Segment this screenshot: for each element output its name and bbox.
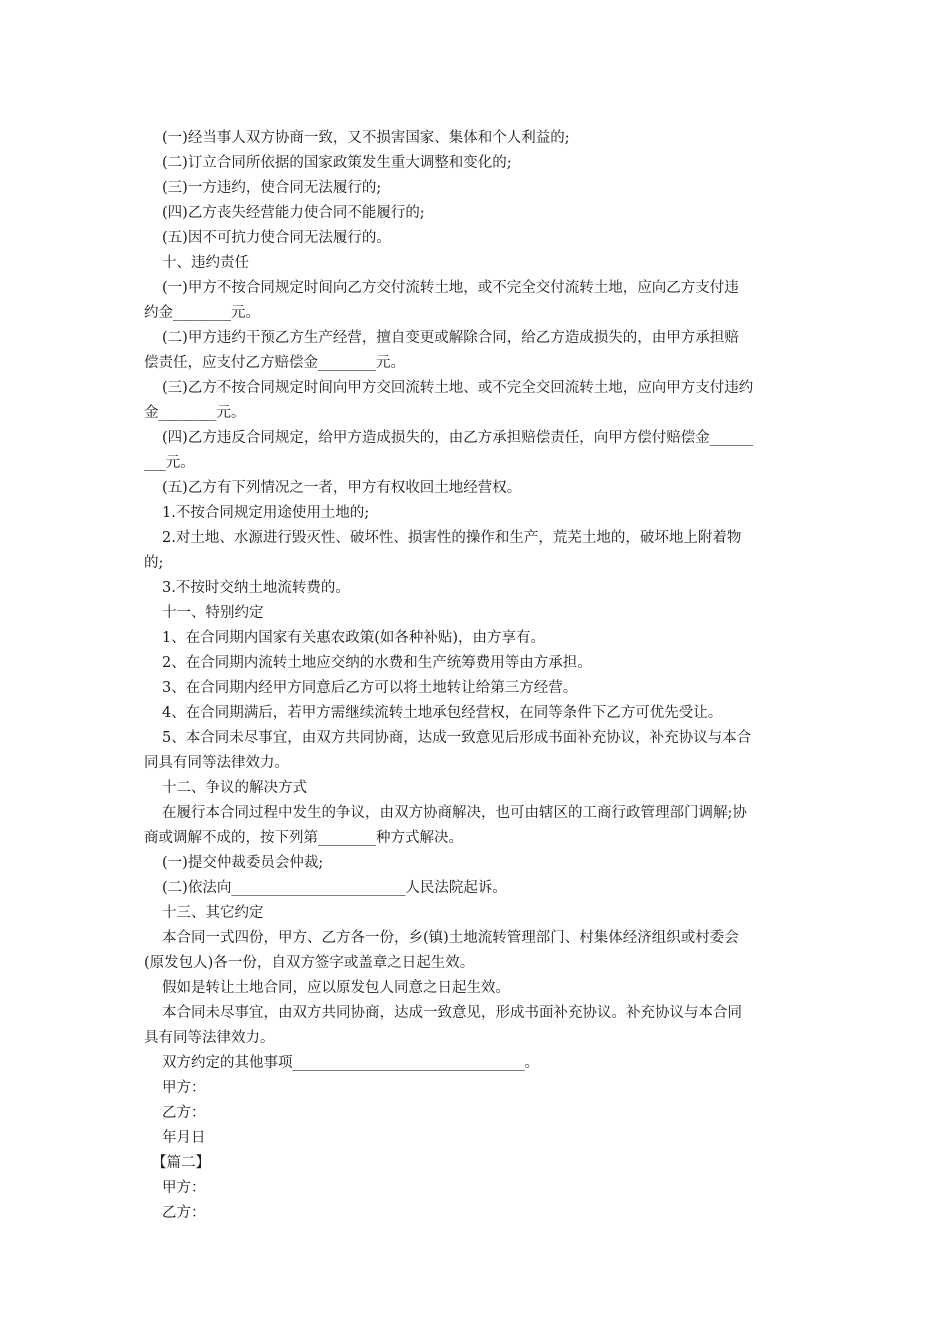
text-line: 本合同一式四份，甲方、乙方各一份，乡(镇)土地流转管理部门、村集体经济组织或村委会 [162,930,739,946]
text-line: 2、在合同期内流转土地应交纳的水费和生产统筹费用等由方承担。 [162,655,592,671]
text-line: 双方约定的其他事项________________________________。 [162,1055,539,1071]
text-line: (二)依法向________________________人民法院起诉。 [162,880,507,896]
text-line: 1.不按合同规定用途使用土地的; [162,505,370,521]
section-heading: 十、违约责任 [162,255,249,271]
text-line: ___元。 [144,455,195,471]
text-line: (一)经当事人双方协商一致，又不损害国家、集体和个人利益的; [162,130,570,146]
section-heading: 十一、特别约定 [162,605,264,621]
text-line: (三)乙方不按合同规定时间向甲方交回流转土地、或不完全交回流转土地，应向甲方支付违约 [162,380,754,396]
section-heading: 十三、其它约定 [162,905,264,921]
section-marker: 【篇二】 [152,1155,210,1171]
text-line: 约金________元。 [144,305,260,321]
section-heading: 十二、争议的解决方式 [162,780,307,796]
text-line: (三)一方违约，使合同无法履行的; [162,180,382,196]
text-line: (五)乙方有下列情况之一者，甲方有权收回土地经营权。 [162,480,522,496]
text-line: (五)因不可抗力使合同无法履行的。 [162,230,391,246]
text-line: (一)甲方不按合同规定时间向乙方交付流转土地，或不完全交付流转土地，应向乙方支付违 [162,280,739,296]
text-line: 金________元。 [144,405,246,421]
text-line: 偿责任，应支付乙方赔偿金________元。 [144,355,405,371]
text-line: 同具有同等法律效力。 [144,755,289,771]
text-line: (四)乙方违反合同规定，给甲方造成损失的，由乙方承担赔偿责任，向甲方偿付赔偿金______ [162,430,754,446]
signature-party-a: 甲方： [162,1180,206,1196]
text-line: (二)甲方违约干预乙方生产经营，擅自变更或解除合同，给乙方造成损失的，由甲方承担赔 [162,330,739,346]
text-line: (四)乙方丧失经营能力使合同不能履行的; [162,205,425,221]
text-line: 1、在合同期内国家有关惠农政策(如各种补贴)，由方享有。 [162,630,546,646]
text-line: 3、在合同期内经甲方同意后乙方可以将土地转让给第三方经营。 [162,680,578,696]
text-line: (一)提交仲裁委员会仲裁; [162,855,324,871]
signature-date: 年月日 [162,1130,206,1146]
signature-party-b: 乙方： [162,1105,206,1121]
text-line: 5、本合同未尽事宜，由双方共同协商，达成一致意见后形成书面补充协议，补充协议与本合 [162,730,752,746]
text-line: 2.对土地、水源进行毁灭性、破坏性、损害性的操作和生产，荒芜土地的，破坏地上附着物 [162,530,742,546]
text-line: 4、在合同期满后，若甲方需继续流转土地承包经营权，在同等条件下乙方可优先受让。 [162,705,723,721]
text-line: 具有同等法律效力。 [144,1030,275,1046]
text-line: 本合同未尽事宜，由双方共同协商，达成一致意见，形成书面补充协议。补充协议与本合同 [162,1005,742,1021]
text-line: (原发包人)各一份，自双方签字或盖章之日起生效。 [144,955,475,971]
text-line: 的; [144,555,164,571]
text-line: 假如是转让土地合同，应以原发包人同意之日起生效。 [162,980,510,996]
signature-party-b: 乙方： [162,1205,206,1221]
text-line: 商或调解不成的，按下列第________种方式解决。 [144,830,463,846]
text-line: 在履行本合同过程中发生的争议，由双方协商解决，也可由辖区的工商行政管理部门调解;协 [162,805,747,821]
text-line: 3.不按时交纳土地流转费的。 [162,580,350,596]
signature-party-a: 甲方： [162,1080,206,1096]
text-line: (二)订立合同所依据的国家政策发生重大调整和变化的; [162,155,512,171]
